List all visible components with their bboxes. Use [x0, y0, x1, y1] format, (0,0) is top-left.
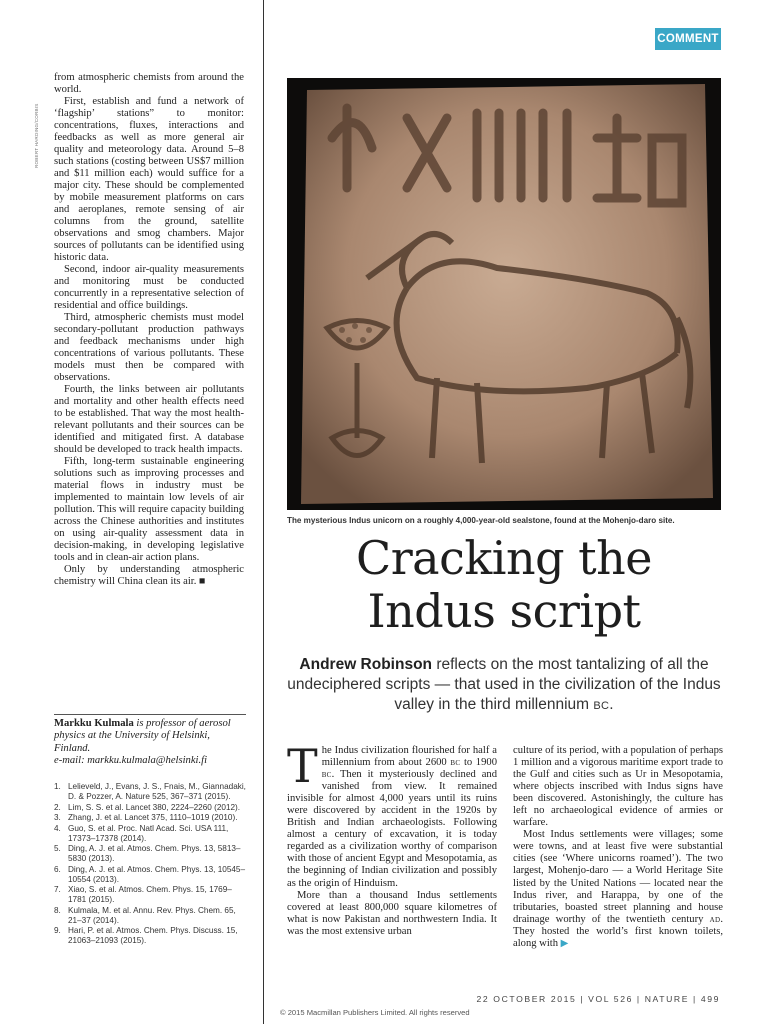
column-divider	[263, 0, 264, 1024]
article-title	[287, 532, 721, 638]
paragraph: Fifth, long-term sustainable engineering solutions such as improving processes and material flows in industry must be implemented to maintain low levels of air pollution. This will require capacity building across the Chinese authorities and institutes on using air-quality assessment data in decision-making, in developing legislative tools and in clean-air action plans.	[54, 456, 244, 563]
drop-cap: T	[287, 739, 318, 793]
sealstone-photo	[287, 78, 721, 510]
reference-item: 2. Lim, S. S. et al. Lancet 380, 2224–2260 (2012).	[54, 802, 241, 812]
paragraph: Third, atmospheric chemists must model secondary-pollutant production pathways and feedback mechanisms under high concentrations of various pollutants. These models must then be compared with observations.	[54, 312, 244, 383]
paragraph: from atmospheric chemists from around the world.	[54, 72, 244, 95]
title-line-2: Indus script	[367, 584, 641, 638]
reference-item: 9. Hari, P. et al. Atmos. Chem. Phys. Discuss. 15, 21063–21093 (2015).	[54, 926, 238, 945]
standfirst: Andrew Robinson reflects on the most tantalizing of all the undeciphered scripts — that used in the civilization of the Indus valley in the third millennium bc.	[287, 656, 721, 713]
paragraph: Second, indoor air-quality measurements and monitoring must be conducted concurrently in a representative selection of residential and office buildings.	[54, 264, 244, 311]
paragraph: culture of its period, with a population of perhaps 1 million and a vigorous maritime export trade to the Gulf and cities such as Ur in Mesopotamia, where objects inscribed with Indus signs have been discovered. Astonishingly, the culture has left no archaeological evidence of armies or warfare.	[513, 745, 723, 829]
reference-item: 3. Zhang, J. et al. Lancet 375, 1110–1019 (2010).	[54, 813, 238, 822]
title-line-1: Cracking the	[356, 531, 652, 585]
paragraph: Fourth, the links between air pollutants and mortality and other health effects need to be established. That way the most health-relevant pollutants and their sources can be identified and mitigated first. A database should be developed to track health impacts.	[54, 384, 244, 455]
section-badge[interactable]: COMMENT	[655, 28, 721, 50]
continue-arrow-icon[interactable]: ▶	[560, 937, 569, 949]
paragraph: More than a thousand Indus settlements covered at least 800,000 square kilometres of what is now Pakistan and northwestern India. It was the most extensive urban	[287, 889, 497, 937]
bio-author-email[interactable]: e-mail: markku.kulmala@helsinki.fi	[54, 755, 208, 767]
reference-item: 5. Ding, A. J. et al. Atmos. Chem. Phys. 13, 5813–5830 (2013).	[54, 844, 241, 863]
photo-credit: ROBERT HARDING/CORBIS	[34, 103, 39, 168]
unicorn-seal-image	[287, 78, 721, 510]
article-column-1	[287, 739, 497, 938]
reference-item: 8. Kulmala, M. et al. Annu. Rev. Phys. Chem. 65, 21–37 (2014).	[54, 905, 236, 925]
paragraph: Only by understanding atmospheric chemistry will China clean its air. ■	[54, 564, 244, 587]
bio-author-role: is professor of aerosol physics at the University of Helsinki, Finland.	[54, 718, 231, 754]
paragraph: Most Indus settlements were villages; some were towns, and at least five were substantial cities (see ‘Where unicorns roamed’). The two largest, Mohenjo-daro — a World Heritage Site listed by the United Nations — located near the Indus river, and Harappa, by one of the tributaries, boasted street planning and house drainage worthy of the twentieth century ad. They hosted the world’s first known toilets, along with ▶	[513, 829, 723, 949]
reference-list	[54, 782, 250, 947]
article-column-2	[513, 745, 723, 950]
previous-article-column	[54, 72, 244, 588]
paragraph: First, establish and fund a network of ‘flagship’ stations” to monitor: concentrations, fluxes, interactions and feedbacks as well as more general air quality and meteorology data. Around 5–8 such stations (costing between US$7 million and $11 million each) would suffice for a major city. These should be complemented by mobile measurement platforms on cars and aeroplanes, remote sensing of air columns from the ground, satellite observations and smog chambers. Major sources of pollutants can be identified using historic data.	[54, 96, 244, 263]
paragraph: The Indus civilization flourished for half a millennium from about 2600 bc to 1900 bc. Then it mysteriously declined and vanished from view. It remained invisible for almost 4,000 years until its ruins were discovered by accident in the 1920s by British and Indian archaeologists. Following almost a century of excavation, it is today regarded as a civilization worthy of comparison with those of ancient Egypt and Mesopotamia, as the beginning of Indian civilization and possibly as the origin of Hinduism.	[287, 739, 497, 889]
reference-item: 6. Ding, A. J. et al. Atmos. Chem. Phys. 13, 10545–10554 (2013).	[54, 864, 246, 884]
page-footer: 22 OCTOBER 2015 | VOL 526 | NATURE | 499	[476, 994, 720, 1004]
reference-item: 4. Guo, S. et al. Proc. Natl Acad. Sci. USA 111, 17373–17378 (2014).	[54, 823, 229, 843]
copyright-notice: © 2015 Macmillan Publishers Limited. All rights reserved	[280, 1008, 470, 1017]
bio-author-name: Markku Kulmala	[54, 718, 134, 729]
author-bio	[54, 714, 246, 768]
article-author: Andrew Robinson	[299, 656, 433, 673]
reference-item: 1. Lelieveld, J., Evans, J. S., Fnais, M., Giannadaki, D. & Pozzer, A. Nature 525, 367–371 (2015).	[54, 782, 246, 801]
reference-item: 7. Xiao, S. et al. Atmos. Chem. Phys. 15, 1769–1781 (2015).	[54, 885, 232, 904]
photo-caption: The mysterious Indus unicorn on a roughly 4,000-year-old sealstone, found at the Mohenjo-daro site.	[287, 516, 675, 525]
